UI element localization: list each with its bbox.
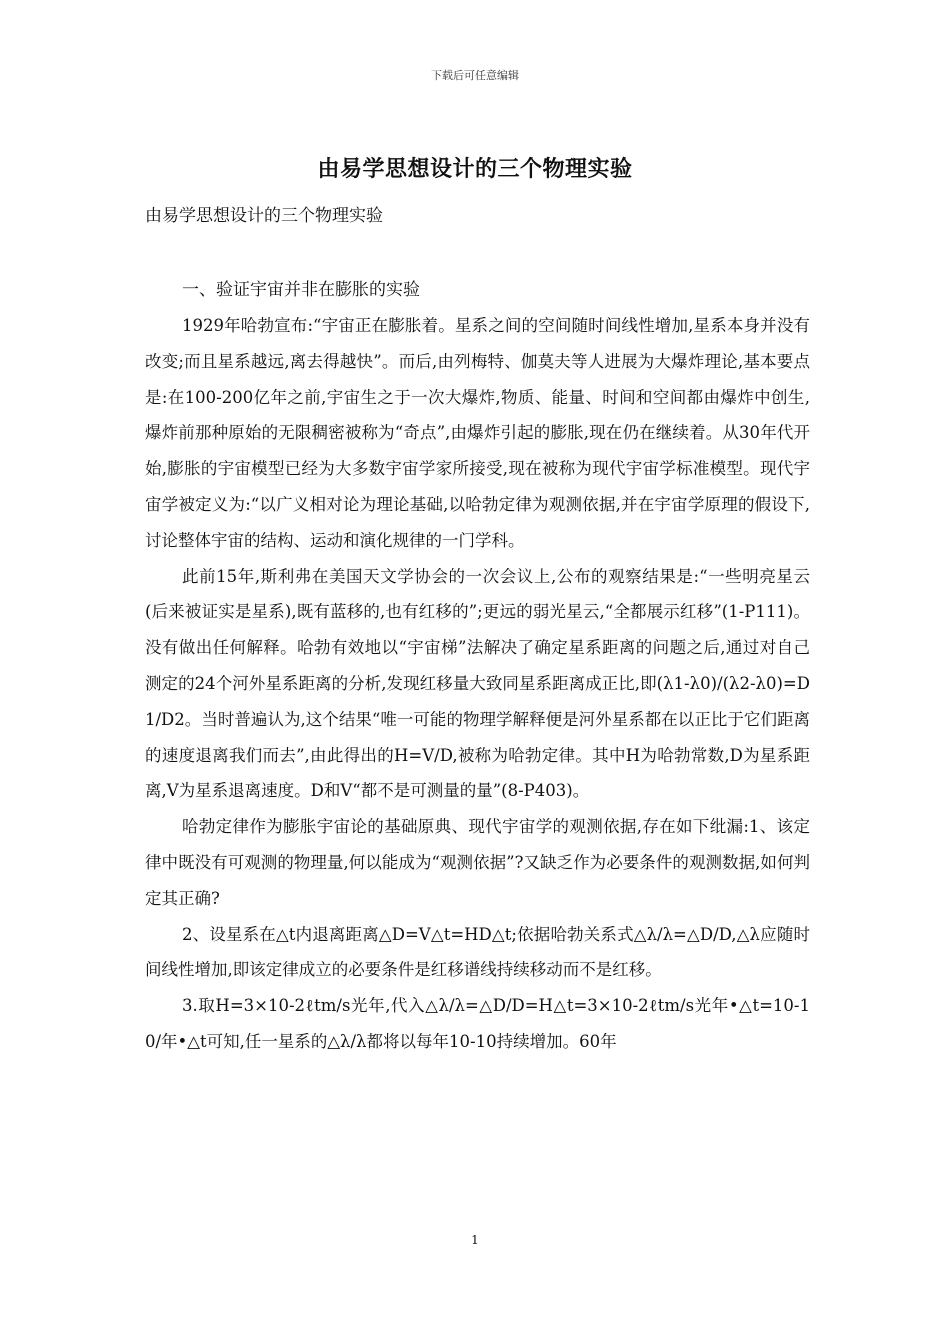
paragraph: 哈勃定律作为膨胀宇宙论的基础原典、现代宇宙学的观测依据,存在如下纰漏:1、该定律中既没有可观测的物理量,何以能成为“观测依据”?又缺乏作为必要条件的观测数据,如何判定其正确? <box>145 817 810 908</box>
body-text <box>145 308 810 1060</box>
document-subtitle: 由易学思想设计的三个物理实验 <box>145 206 383 226</box>
header-note: 下载后可任意编辑 <box>431 69 519 82</box>
paragraph: 3.取H=3×10-2ℓtm/s光年,代入△λ/λ=△D/D=H△t=3×10-2ℓtm/s光年•△t=10-10/年•△t可知,任一星系的△λ/λ都将以每年10-10持续增加。60年 <box>145 996 810 1051</box>
paragraph: 2、设星系在△t内退离距离△D=V△t=HD△t;依据哈勃关系式△λ/λ=△D/D,△λ应随时间线性增加,即该定律成立的必要条件是红移谱线持续移动而不是红移。 <box>145 924 810 980</box>
page-number: 1 <box>471 1233 479 1247</box>
paragraph: 1929年哈勃宣布:“宇宙正在膨胀着。星系之间的空间随时间线性增加,星系本身并没有改变;而且星系越远,离去得越快”。而后,由列梅特、伽莫夫等人进展为大爆炸理论,基本要点是:在100-200亿年之前,宇宙生之于一次大爆炸,物质、能量、时间和空间都由爆炸中创生,爆炸前那种原始的无限稠密被称为“奇点”,由爆炸引起的膨胀,现在仍在继续着。从30年代开始,膨胀的宇宙模型已经为大多数宇宙学家所接受,现在被称为现代宇宙学标准模型。现代宇宙学被定义为:“以广义相对论为理论基础,以哈勃定律为观测依据,并在宇宙学原理的假设下,讨论整体宇宙的结构、运动和演化规律的一门学科。 <box>145 316 810 550</box>
section-heading: 一、验证宇宙并非在膨胀的实验 <box>182 280 420 300</box>
document-title: 由易学思想设计的三个物理实验 <box>317 156 633 182</box>
paragraph: 此前15年,斯利弗在美国天文学协会的一次会议上,公布的观察结果是:“一些明亮星云(后来被证实是星系),既有蓝移的,也有红移的”;更远的弱光星云,“全都展示红移”(1-P111)。没有做出任何解释。哈勃有效地以“宇宙梯”法解决了确定星系距离的问题之后,通过对自己测定的24个河外星系距离的分析,发现红移量大致同星系距离成正比,即(λ1-λ0)/(λ2-λ0)=D1/D2。当时普遍认为,这个结果“唯一可能的物理学解释便是河外星系都在以正比于它们距离的速度退离我们而去”,由此得出的H=V/D,被称为哈勃定律。其中H为哈勃常数,D为星系距离,V为星系退离速度。D和V“都不是可测量的量”(8-P403)。 <box>145 566 810 801</box>
